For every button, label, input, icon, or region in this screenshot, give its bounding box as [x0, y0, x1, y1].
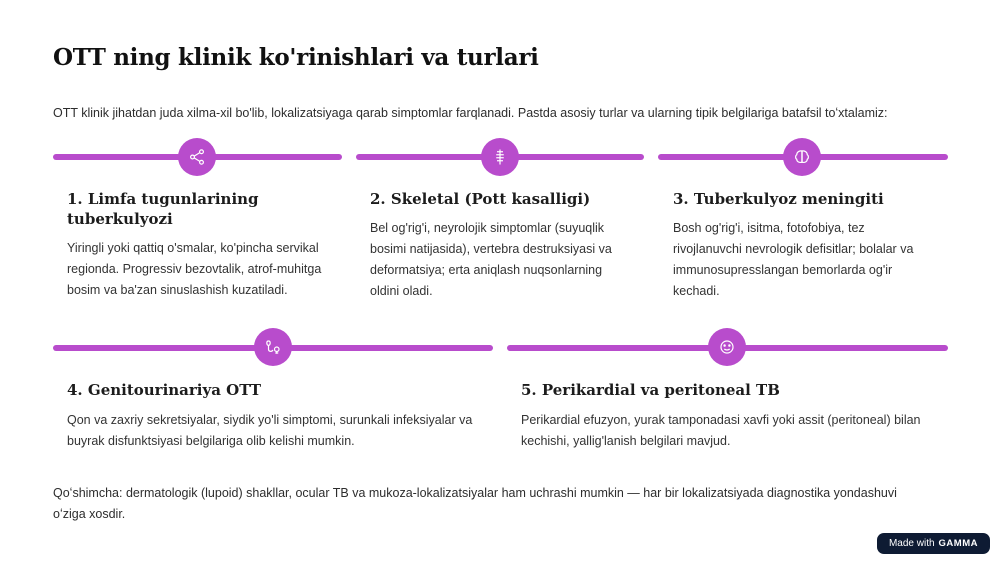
- badge-brand: GAMMA: [938, 538, 978, 549]
- genitourinary-icon: [264, 338, 282, 356]
- card-3-icon-circle: [783, 138, 821, 176]
- made-with-gamma-badge[interactable]: [877, 533, 990, 554]
- card-3-text: Bosh og'rig'i, isitma, fotofobiya, tez rivojlanuvchi nevrologik defisitlar; bolalar va immunosupresslangan bemorlarda og'ir kechadi.: [673, 221, 914, 298]
- page-title: OTT ning klinik ko'rinishlari va turlari: [53, 44, 539, 71]
- card-5-title: 5. Perikardial va peritoneal TB: [521, 381, 780, 399]
- footnote-text: Qoʻshimcha: dermatologik (lupoid) shakllar, ocular TB va mukoza-lokalizatsiyalar ham uchrashi mumkin — har bir lokalizatsiyada diagnostika yondashuvi oʻziga xosdir.: [53, 486, 897, 521]
- card-3-title: 3. Tuberkulyoz meningiti: [673, 190, 884, 208]
- card-1-title: 1. Limfa tugunlarining tuberkulyozi: [67, 190, 259, 228]
- brain-icon: [793, 148, 811, 166]
- card-4-title: 4. Genitourinariya OTT: [67, 381, 262, 399]
- card-2-title: 2. Skeletal (Pott kasalligi): [370, 190, 591, 208]
- badge-prefix: Made with: [888, 538, 935, 549]
- card-5-text: Perikardial efuzyon, yurak tamponadasi xavfi yoki assit (peritoneal) bilan kechishi, yallig'lanish belgilari mavjud.: [521, 413, 921, 448]
- card-4-text: Qon va zaxriy sekretsiyalar, siydik yo'li simptomi, surunkali infeksiyalar va buyrak disfunktsiyasi belgilariga olib kelishi mumkin.: [67, 413, 473, 448]
- card-1-icon-circle: [178, 138, 216, 176]
- card-2-icon-circle: [481, 138, 519, 176]
- heart-face-icon: [718, 338, 736, 356]
- card-4-icon-circle: [254, 328, 292, 366]
- card-2-text: Bel og'rig'i, neyrolojik simptomlar (suyuqlik bosimi natijasida), vertebra destruksiyasi va deformatsiya; erta aniqlash nuqsonlarning oldini oladi.: [370, 221, 612, 298]
- spine-icon: [491, 148, 509, 166]
- intro-text: OTT klinik jihatdan juda xilma-xil bo'lib, lokalizatsiyaga qarab simptomlar farqlanadi. Pastda asosiy turlar va ularning tipik belgilariga batafsil toʻxtalamiz:: [53, 106, 888, 120]
- card-5-icon-circle: [708, 328, 746, 366]
- share-icon: [188, 148, 206, 166]
- card-1-text: Yiringli yoki qattiq o'smalar, ko'pincha servikal regionda. Progressiv bezovtalik, atrof-muhitga bosim va ba'zan sinuslashish kuzatiladi.: [67, 241, 322, 297]
